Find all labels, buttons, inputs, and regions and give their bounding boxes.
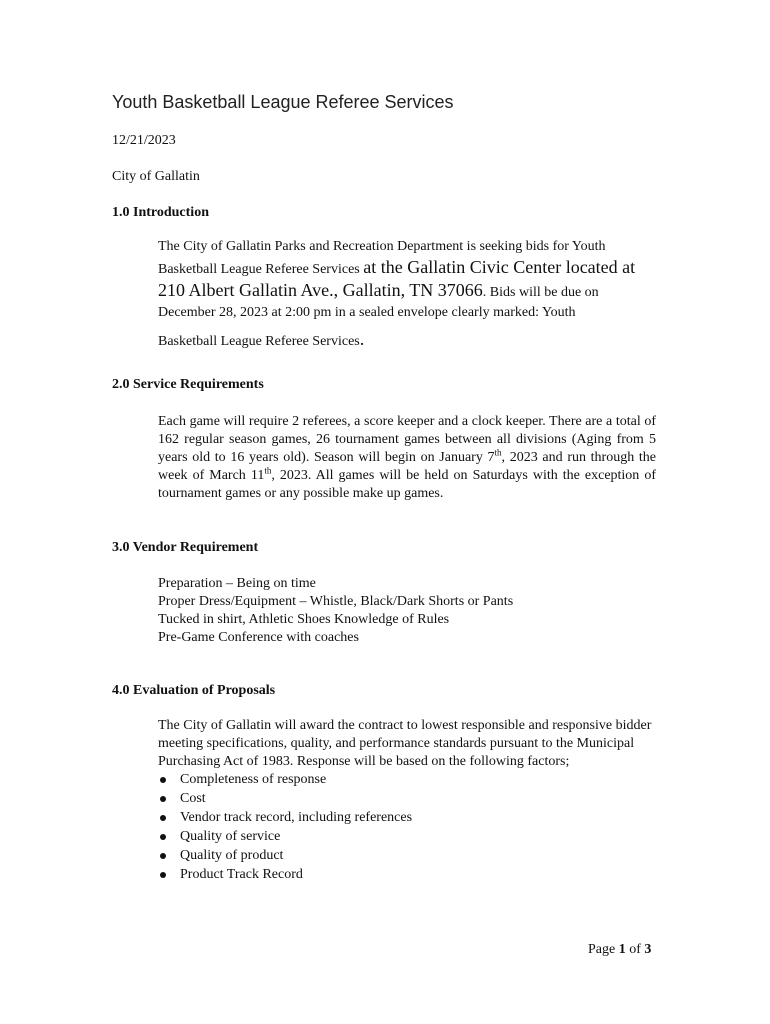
intro-line-5 (158, 328, 656, 351)
page-total: 3 (644, 942, 652, 957)
bullet-icon (160, 872, 166, 878)
list-item-text: Product Track Record (180, 867, 303, 882)
vendor-heading: 3.0 Vendor Requirement (112, 540, 259, 555)
list-item-text: Quality of service (180, 829, 281, 844)
bullet-icon (160, 815, 166, 821)
evaluation-factors-list (158, 771, 656, 885)
intro-line-2b: at the Gallatin Civic Center located at (363, 257, 636, 277)
vendor-list (158, 575, 656, 647)
vendor-line: Pre-Game Conference with coaches (158, 630, 359, 645)
list-item-text: Vendor track record, including references (180, 810, 413, 825)
list-item (158, 866, 656, 885)
intro-line-5-text: Basketball League Referee Services (158, 334, 360, 349)
bullet-icon (160, 777, 166, 783)
list-item (158, 790, 656, 809)
document-date: 12/21/2023 (112, 133, 176, 148)
service-text-2: , 2023 and run through the week of March 11 (158, 450, 657, 483)
intro-line-2a: Basketball League Referee Services (158, 262, 364, 277)
list-item-text: Completeness of response (180, 772, 327, 787)
document-title: Youth Basketball League Referee Services (112, 92, 454, 112)
service-paragraph (158, 413, 656, 503)
page-word: Page (588, 942, 619, 957)
evaluation-heading: 4.0 Evaluation of Proposals (112, 683, 276, 698)
vendor-line: Preparation – Being on time (158, 576, 316, 591)
vendor-line: Tucked in shirt, Athletic Shoes Knowledge of Rules (158, 612, 450, 627)
list-item (158, 809, 656, 828)
intro-line-3b: . Bids will be due on (482, 285, 599, 300)
intro-line-4: December 28, 2023 at 2:00 pm in a sealed envelope clearly marked: Youth (158, 305, 576, 320)
bullet-icon (160, 834, 166, 840)
intro-paragraph (158, 238, 656, 351)
page-number (588, 942, 651, 958)
list-item (158, 771, 656, 790)
vendor-line: Proper Dress/Equipment – Whistle, Black/Dark Shorts or Pants (158, 594, 514, 609)
intro-line-1: The City of Gallatin Parks and Recreation Department is seeking bids for Youth (158, 239, 606, 254)
service-sup-2: th (264, 465, 272, 476)
evaluation-section (158, 717, 656, 885)
intro-heading: 1.0 Introduction (112, 205, 209, 220)
bullet-icon (160, 796, 166, 802)
intro-line-2 (158, 256, 656, 279)
service-sup-1: th (494, 447, 502, 458)
intro-line-3 (158, 279, 656, 302)
of-word: of (625, 942, 645, 957)
list-item (158, 847, 656, 866)
page-current: 1 (618, 942, 626, 957)
intro-line-5-end: . (359, 329, 365, 349)
list-item-text: Quality of product (180, 848, 284, 863)
city-name: City of Gallatin (112, 169, 200, 184)
list-item-text: Cost (180, 791, 206, 806)
service-text-3: , 2023. All games will be held on Saturdays with the exception of tournament games or any possible make up games. (158, 468, 657, 501)
list-item (158, 828, 656, 847)
service-heading: 2.0 Service Requirements (112, 377, 264, 392)
bullet-icon (160, 853, 166, 859)
service-text-1: Each game will require 2 referees, a score keeper and a clock keeper. There are a total of 162 regular season games, 26 tournament games between all divisions (Aging from 5 years old to 16 years old). Season will begin on January 7 (158, 414, 656, 465)
evaluation-paragraph: The City of Gallatin will award the contract to lowest responsible and responsive bidder meeting specifications, quality, and performance standards pursuant to the Municipal Purchasing Act of 1983. Response will be based on the following factors; (158, 718, 652, 769)
intro-line-3a: 210 Albert Gallatin Ave., Gallatin, TN 37066 (158, 280, 483, 300)
